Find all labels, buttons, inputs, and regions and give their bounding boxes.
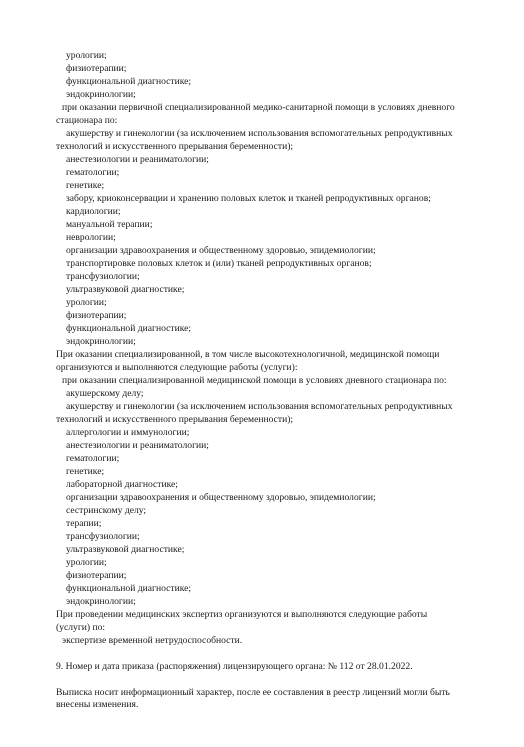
list-item: трансфузиологии; <box>66 531 140 542</box>
list-item: генетике; <box>66 180 105 191</box>
list-item: организации здравоохранения и общественному здоровью, эпидемиологии; <box>66 492 376 503</box>
disclaimer-note: Выписка носит информационный характер, после ее составления в реестр лицензий могли быть внесены изменения. <box>56 687 450 711</box>
list-item: организации здравоохранения и общественному здоровью, эпидемиологии; <box>66 245 376 256</box>
section-heading: При оказании специализированной, в том числе высокотехнологичной, медицинской помощи <box>56 349 440 360</box>
list-item: генетике; <box>66 466 105 477</box>
list-item: анестезиологии и реаниматологии; <box>66 154 209 165</box>
section-heading: При проведении медицинских экспертиз организуются и выполняются следующие работы <box>56 609 428 620</box>
section-intro-cont: стационара по: <box>56 115 118 126</box>
list-item: аллергологии и иммунологии; <box>66 427 190 438</box>
list-item: терапии; <box>66 518 102 529</box>
list-item: забору, криоконсервации и хранению половых клеток и тканей репродуктивных органов; <box>66 193 431 204</box>
list-item: урологии; <box>66 50 107 61</box>
list-item: эндокринологии; <box>66 596 136 607</box>
list-item: физиотерапии; <box>66 310 127 321</box>
list-item-cont: технологий и искусственного прерывания беременности); <box>56 414 294 425</box>
list-item: лабораторной диагностике; <box>66 479 178 490</box>
list-item: физиотерапии; <box>66 63 127 74</box>
list-item: функциональной диагностике; <box>66 583 192 594</box>
list-item: акушерству и гинекологии (за исключением использования вспомогательных репродуктивных <box>66 128 453 139</box>
list-item: транспортировке половых клеток и (или) тканей репродуктивных органов; <box>66 258 372 269</box>
list-item: анестезиологии и реаниматологии; <box>66 440 209 451</box>
list-item: эндокринологии; <box>66 336 136 347</box>
list-item-cont: технологий и искусственного прерывания беременности); <box>56 141 294 152</box>
list-item: урологии; <box>66 297 107 308</box>
list-item: урологии; <box>66 557 107 568</box>
list-item: трансфузиологии; <box>66 271 140 282</box>
list-item: функциональной диагностике; <box>66 76 192 87</box>
list-item: ультразвуковой диагностике; <box>66 544 185 555</box>
list-item: физиотерапии; <box>66 570 127 581</box>
order-number-line: 9. Номер и дата приказа (распоряжения) лицензирующего органа: № 112 от 28.01.2022. <box>56 661 413 672</box>
list-item: функциональной диагностике; <box>66 323 192 334</box>
section-intro: при оказании специализированной медицинской помощи в условиях дневного стационара по: <box>62 375 447 386</box>
list-item: сестринскому делу; <box>66 505 147 516</box>
list-item: кардиологии; <box>66 206 121 217</box>
list-item: акушерскому делу; <box>66 388 144 399</box>
list-item: акушерству и гинекологии (за исключением использования вспомогательных репродуктивных <box>66 401 453 412</box>
list-item: гематологии; <box>66 167 120 178</box>
section-heading-cont: (услуги) по: <box>56 622 106 633</box>
list-item: эндокринологии; <box>66 89 136 100</box>
list-item: гематологии; <box>66 453 120 464</box>
list-item: экспертизе временной нетрудоспособности. <box>62 635 243 646</box>
list-item: ультразвуковой диагностике; <box>66 284 185 295</box>
list-item: неврологии; <box>66 232 116 243</box>
section-intro: при оказании первичной специализированной медико-санитарной помощи в условиях дневного <box>62 102 455 113</box>
list-item: мануальной терапии; <box>66 219 153 230</box>
section-heading-cont: организуются и выполняются следующие работы (услуги): <box>56 362 298 373</box>
